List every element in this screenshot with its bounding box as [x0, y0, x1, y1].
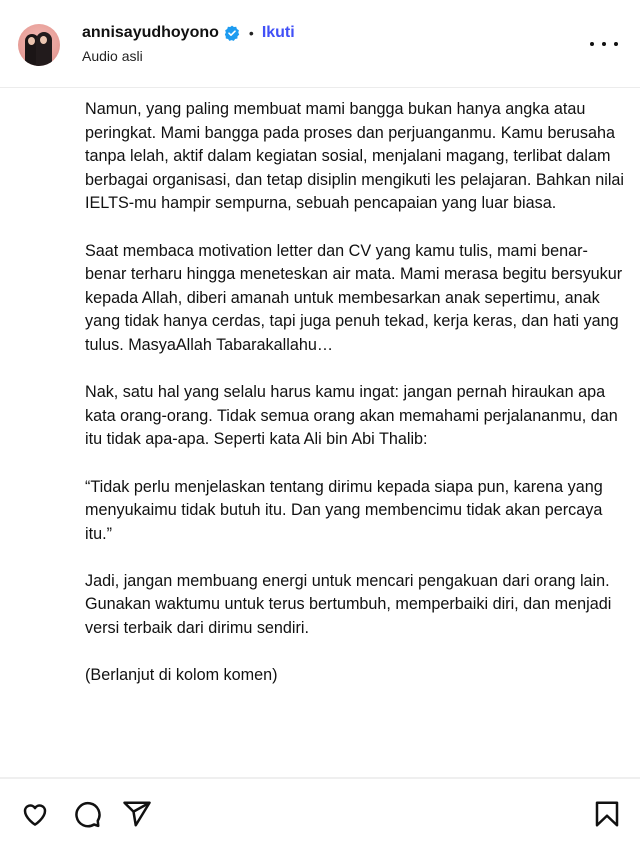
avatar[interactable] [18, 24, 60, 66]
caption-paragraph: Namun, yang paling membuat mami bangga bukan hanya angka atau peringkat. Mami bangga pada proses dan perjuanganmu. Kamu berusaha tanpa lelah, aktif dalam kegiatan sosial, menjalani magang, terlibat dalam berbagai organisasi, dan tetap disiplin mengikuti les pelajaran. Bahkan nilai IELTS-mu hampir sempurna, sebuah pencapaian yang luar biasa. [85, 100, 625, 213]
share-icon[interactable] [122, 799, 152, 829]
caption-quote: “Tidak perlu menjelaskan tentang dirimu kepada siapa pun, karena yang menyukaimu tidak butuh itu. Dan yang membencimu tidak akan percaya itu.” [85, 477, 603, 543]
comment-icon[interactable] [72, 799, 102, 829]
bookmark-icon[interactable] [592, 799, 622, 829]
username-link[interactable]: annisayudhoyono [82, 24, 219, 41]
heart-icon[interactable] [20, 799, 50, 829]
audio-link[interactable]: Audio asli [82, 48, 143, 64]
follow-button[interactable]: Ikuti [261, 24, 295, 41]
post-header [0, 0, 640, 88]
post-caption [85, 98, 625, 711]
user-line [82, 22, 295, 44]
avatar-face [28, 37, 35, 45]
caption-paragraph: Jadi, jangan membuang energi untuk mencari pengakuan dari orang lain. Gunakan waktumu untuk terus bertumbuh, memperbaiki diri, dan menjadi versi terbaik dari dirimu sendiri. [85, 571, 612, 638]
more-dot [590, 42, 594, 46]
caption-continued-note: (Berlanjut di kolom komen) [85, 666, 278, 685]
more-dot [614, 42, 618, 46]
separator-dot: • [248, 25, 254, 41]
verified-badge-icon [224, 25, 240, 41]
avatar-face [40, 36, 47, 44]
post-actions-bar [0, 777, 640, 843]
caption-paragraph: Saat membaca motivation letter dan CV yang kamu tulis, mami benar-benar terharu hingga meneteskan air mata. Mami merasa begitu bersyukur kepada Allah, diberi amanah untuk membesarkan anak sepertimu, anak yang tidak hanya cerdas, tapi juga penuh tekad, kerja keras, dan hati yang tulus. MasyaAllah Tabarakallahu… [85, 241, 623, 354]
caption-paragraph: Nak, satu hal yang selalu harus kamu ingat: jangan pernah hiraukan apa kata orang-orang. Tidak semua orang akan memahami perjalananmu, dan itu tidak apa-apa. Seperti kata Ali bin Abi Thalib: [85, 383, 618, 449]
more-options-icon[interactable] [590, 36, 618, 52]
more-dot [602, 42, 606, 46]
